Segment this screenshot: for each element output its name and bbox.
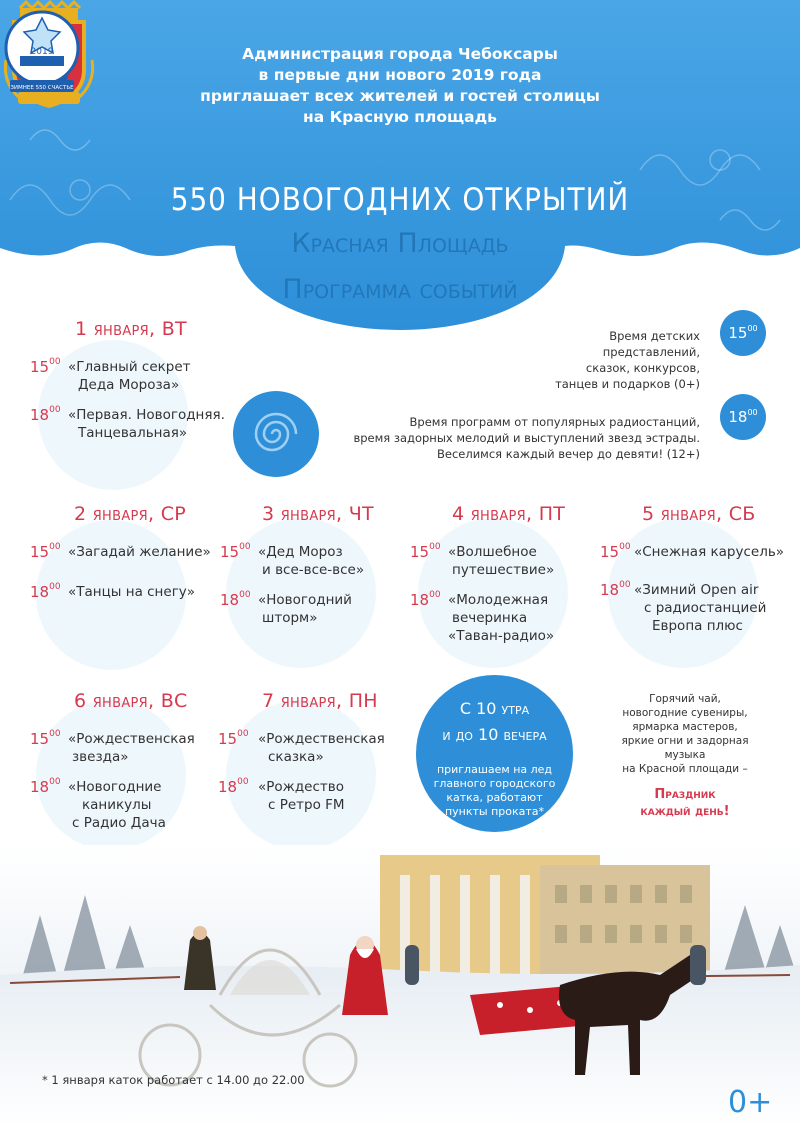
- event-time: $18^{00}$: [410, 590, 441, 609]
- event-name: «Новогодний шторм»: [258, 592, 352, 626]
- subtitle-location: Красная Площадь: [291, 228, 509, 259]
- event-name: «Молодежная вечеринка «Таван-радио»: [448, 592, 555, 644]
- event-time: $15^{00}$: [220, 542, 251, 561]
- event-name: «Рождественская сказка»: [258, 731, 385, 765]
- event-name: «Волшебное путешествие»: [448, 544, 555, 578]
- winter-festival-logo: [0, 0, 84, 96]
- rink-description: приглашаем на лед главного городского катка, работают пункты проката*: [433, 763, 556, 818]
- intro-line: в первые дни нового 2019 года: [258, 66, 542, 84]
- extras-block: [600, 692, 770, 820]
- extras-line: яркие огни и задорная музыка: [621, 735, 749, 761]
- intro-line: приглашает всех жителей и гостей столицы: [200, 87, 600, 105]
- event-name: «Танцы на снегу»: [68, 584, 196, 600]
- day-title-jan-6: 6 января, ВС: [74, 690, 188, 712]
- footnote: * 1 января каток работает с 14.00 до 22.00: [42, 1073, 305, 1087]
- extras-line: ярмарка мастеров,: [632, 721, 738, 733]
- day-title-jan-4: 4 января, ПТ: [452, 503, 566, 525]
- side-info-1800-text: Время программ от популярных радиостанций, время задорных мелодий и выступлений звезд эстрады. Веселимся каждый вечер до девяти! (12+): [353, 415, 700, 461]
- day-title-jan-7: 7 января, ПН: [262, 690, 378, 712]
- subtitle-program: Программа событий: [282, 274, 518, 305]
- event-name: «Дед Мороз и все-все-все»: [258, 544, 365, 578]
- rink-hours-to: и до 10 вечера: [442, 725, 547, 744]
- event-time: $15^{00}$: [410, 542, 441, 561]
- day-title-jan-5: 5 января, СБ: [642, 503, 756, 525]
- event-time: $15^{00}$: [30, 542, 61, 561]
- logo-caption: ЗИМНЕЕ 550 СЧАСТЬЕ: [10, 85, 74, 91]
- bg-circle: [226, 700, 376, 850]
- event-time: $15^{00}$: [30, 357, 61, 376]
- intro-line: на Красную площадь: [303, 108, 497, 126]
- event-time: $18^{00}$: [220, 590, 251, 609]
- event-name: «Новогодние каникулы с Радио Дача: [68, 779, 166, 831]
- event-time: $18^{00}$: [30, 582, 61, 601]
- event-time: $15^{00}$: [30, 729, 61, 748]
- event-time: $15^{00}$: [600, 542, 631, 561]
- event-time: $18^{00}$: [218, 777, 249, 796]
- extras-highlight: каждый день!: [640, 804, 730, 819]
- extras-line: Горячий чай,: [649, 693, 721, 705]
- event-name: «Главный секрет Деда Мороза»: [68, 359, 191, 393]
- swirl-decoration-icon: [232, 390, 320, 478]
- skating-rink-badge: [416, 675, 573, 832]
- logo-year: 2019: [30, 47, 54, 57]
- event-time: $15^{00}$: [218, 729, 249, 748]
- extras-highlight: Праздник: [654, 787, 716, 802]
- event-name: «Загадай желание»: [68, 544, 211, 560]
- event-time: $18^{00}$: [30, 777, 61, 796]
- extras-line: на Красной площади –: [622, 763, 748, 775]
- event-time: $18^{00}$: [30, 405, 61, 424]
- day-title-jan-1: 1 января, ВТ: [75, 318, 187, 340]
- intro-text: [190, 44, 610, 128]
- side-info-1800-badge: $18^{00}$: [720, 394, 766, 440]
- event-name: «Снежная карусель»: [634, 544, 785, 560]
- header-banner: [0, 0, 800, 330]
- event-name: «Первая. Новогодняя. Танцевальная»: [68, 407, 225, 441]
- day-title-jan-3: 3 января, ЧТ: [262, 503, 374, 525]
- event-name: «Рождественская звезда»: [68, 731, 195, 765]
- rink-hours-from: С 10 утра: [459, 699, 530, 718]
- extras-line: новогодние сувениры,: [622, 707, 748, 719]
- event-name: «Зимний Open air с радиостанцией Европа плюс: [634, 582, 767, 634]
- intro-line: Администрация города Чебоксары: [242, 45, 558, 63]
- event-name: «Рождество с Ретро FM: [258, 779, 345, 813]
- day-title-jan-2: 2 января, СР: [74, 503, 187, 525]
- main-title: 550 НОВОГОДНИХ ОТКРЫТИЙ: [170, 182, 630, 218]
- age-rating-badge: 0+: [728, 1085, 773, 1120]
- event-time: $18^{00}$: [600, 580, 631, 599]
- side-info-1500-badge: $15^{00}$: [720, 310, 766, 356]
- side-info-1500-text: Время детских представлений, сказок, конкурсов, танцев и подарков (0+): [555, 329, 700, 391]
